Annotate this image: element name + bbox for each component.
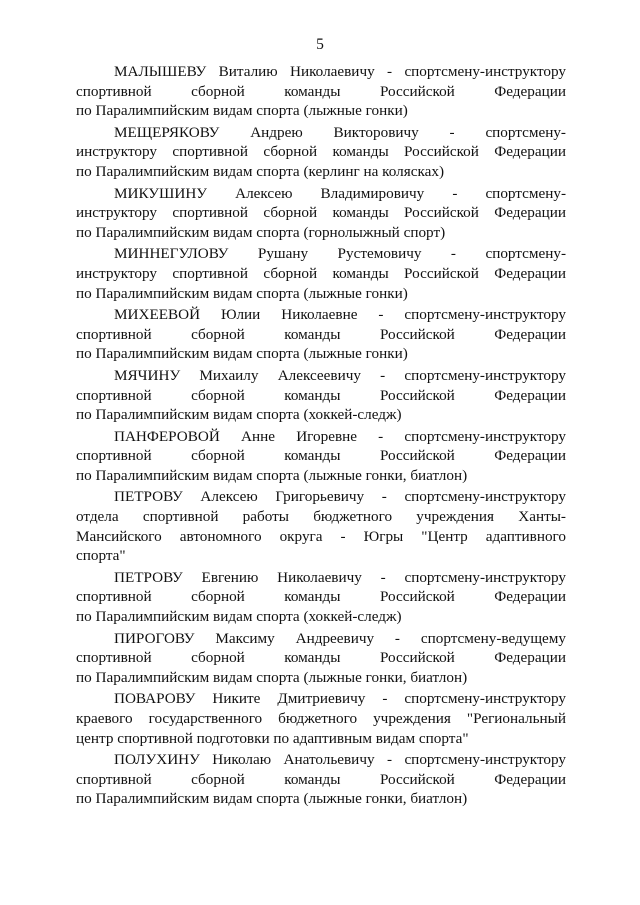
entry-text-line: инструктору спортивной сборной команды Российской Федерации <box>76 204 566 222</box>
entry-first-line: МЕЩЕРЯКОВУ Андрею Викторовичу - спортсмену- <box>114 123 566 141</box>
award-entry <box>76 62 566 121</box>
entry-text-line: по Паралимпийским видам спорта (лыжные гонки) <box>76 284 408 302</box>
award-entry <box>76 366 566 425</box>
entry-text-line: спортивной сборной команды Российской Федерации <box>76 325 566 343</box>
entry-text-line: спортивной сборной команды Российской Федерации <box>76 386 566 404</box>
entry-first-line: ПИРОГОВУ Максиму Андреевичу - спортсмену-ведущему <box>114 629 566 647</box>
entry-text-line: спортивной сборной команды Российской Федерации <box>76 82 566 100</box>
entry-text-line: по Паралимпийским видам спорта (керлинг на колясках) <box>76 162 445 180</box>
entry-text-line: по Паралимпийским видам спорта (лыжные гонки) <box>76 345 408 363</box>
entry-text-line: по Паралимпийским видам спорта (хоккей-следж) <box>76 406 402 424</box>
award-entry <box>76 689 566 748</box>
award-entry <box>76 487 566 565</box>
entry-text-line: спорта" <box>76 547 126 565</box>
award-entry <box>76 123 566 182</box>
award-entry <box>76 305 566 364</box>
page-number: 5 <box>316 36 324 53</box>
award-list <box>76 62 566 809</box>
entry-text-line: отдела спортивной работы бюджетного учреждения Ханты- <box>76 508 566 526</box>
entry-text-line: центр спортивной подготовки по адаптивным видам спорта" <box>76 729 469 747</box>
entry-first-line: ПАНФЕРОВОЙ Анне Игоревне - спортсмену-инструктору <box>114 427 566 445</box>
entry-text-line: по Паралимпийским видам спорта (хоккей-следж) <box>76 608 402 626</box>
entry-text-line: спортивной сборной команды Российской Федерации <box>76 447 566 465</box>
award-entry <box>76 629 566 688</box>
entry-text-line: по Паралимпийским видам спорта (лыжные гонки, биатлон) <box>76 668 468 686</box>
entry-text-line: спортивной сборной команды Российской Федерации <box>76 770 566 788</box>
entry-first-line: ПЕТРОВУ Алексею Григорьевичу - спортсмену-инструктору <box>114 488 566 506</box>
entry-text-line: спортивной сборной команды Российской Федерации <box>76 649 566 667</box>
award-entry <box>76 184 566 243</box>
entry-first-line: МИКУШИНУ Алексею Владимировичу - спортсмену- <box>114 184 566 202</box>
award-entry <box>76 568 566 627</box>
entry-text-line: по Паралимпийским видам спорта (лыжные гонки, биатлон) <box>76 790 468 808</box>
entry-first-line: МИННЕГУЛОВУ Рушану Рустемовичу - спортсмену- <box>114 245 566 263</box>
entry-text-line: инструктору спортивной сборной команды Российской Федерации <box>76 143 566 161</box>
entry-text-line: Мансийского автономного округа - Югры "Центр адаптивного <box>76 527 566 545</box>
entry-text-line: по Паралимпийским видам спорта (лыжные гонки) <box>76 102 408 120</box>
award-entry <box>76 427 566 486</box>
entry-text-line: по Паралимпийским видам спорта (горнолыжный спорт) <box>76 223 446 241</box>
entry-first-line: МИХЕЕВОЙ Юлии Николаевне - спортсмену-инструктору <box>114 306 566 324</box>
entry-text-line: спортивной сборной команды Российской Федерации <box>76 588 566 606</box>
award-entry <box>76 750 566 809</box>
award-entry <box>76 244 566 303</box>
entry-first-line: МЯЧИНУ Михаилу Алексеевичу - спортсмену-инструктору <box>114 366 566 384</box>
entry-text-line: по Паралимпийским видам спорта (лыжные гонки, биатлон) <box>76 466 468 484</box>
entry-text-line: инструктору спортивной сборной команды Российской Федерации <box>76 264 566 282</box>
entry-first-line: ПОЛУХИНУ Николаю Анатольевичу - спортсмену-инструктору <box>114 751 566 769</box>
entry-first-line: МАЛЫШЕВУ Виталию Николаевичу - спортсмену-инструктору <box>114 63 566 80</box>
entry-text-line: краевого государственного бюджетного учреждения "Региональный <box>76 710 566 727</box>
entry-first-line: ПОВАРОВУ Никите Дмитриевичу - спортсмену-инструктору <box>114 690 566 708</box>
entry-first-line: ПЕТРОВУ Евгению Николаевичу - спортсмену-инструктору <box>114 568 566 586</box>
